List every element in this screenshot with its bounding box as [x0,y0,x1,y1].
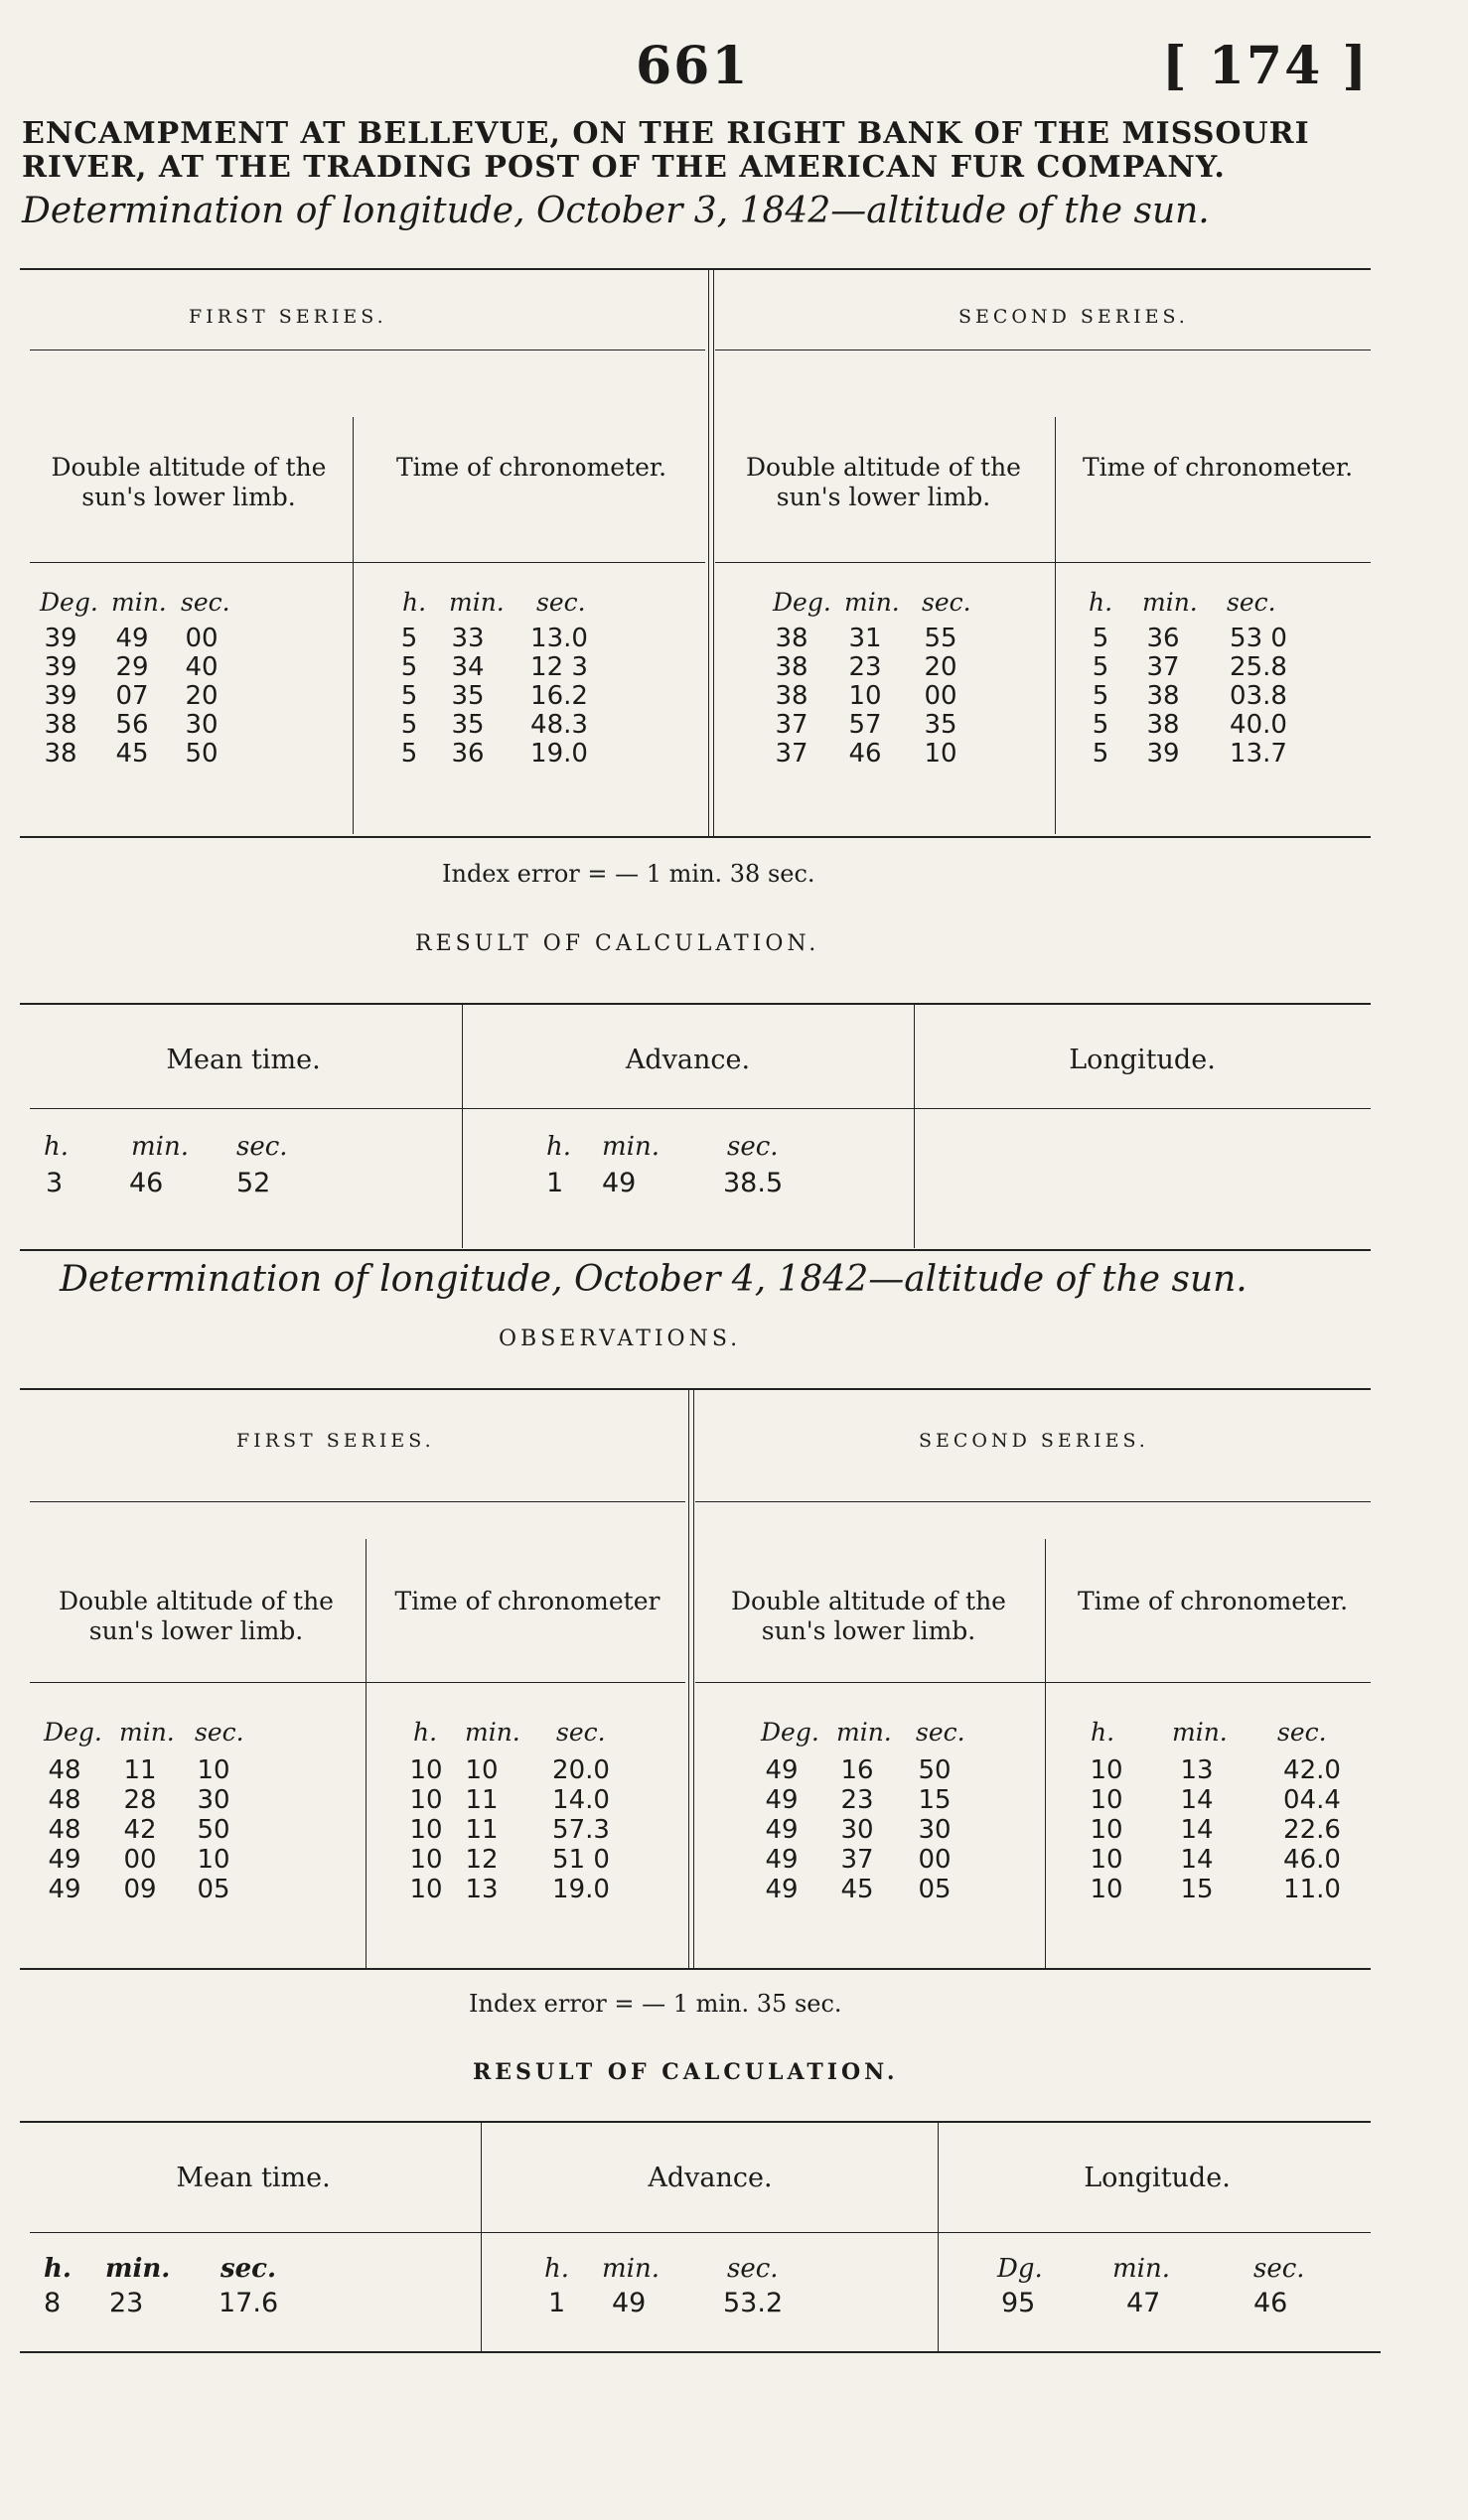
section2-units-row [0,1718,1468,1751]
unit-min: min. [465,1718,520,1747]
unit-min: min. [602,1132,660,1162]
table1-bottom-rule [20,836,1371,838]
table-cell: 10 [197,1845,230,1875]
unit-sec: sec. [1277,1718,1327,1747]
table-cell: 20.0 [552,1755,610,1785]
table-cell: 5 [1092,652,1109,682]
unit-sec: sec. [727,1132,779,1162]
table-cell: 5 [400,652,418,682]
table2-bottom-rule [20,1968,1371,1970]
unit-deg: Deg. [773,588,831,617]
section2-col-head-time1: Time of chronometer [394,1587,661,1615]
table-cell: 46.0 [1283,1845,1341,1875]
table-cell: 50 [197,1815,230,1845]
table-cell: 51 0 [552,1845,610,1875]
table-cell: 5 [1092,681,1109,711]
table-cell: 49 [48,1845,81,1875]
advance-min: 49 [612,2288,647,2318]
table-cell: 04.4 [1283,1785,1341,1815]
table-cell: 00 [918,1845,952,1875]
table-cell: 10 [409,1875,443,1904]
unit-min: min. [836,1718,892,1747]
unit-min: min. [111,588,167,617]
section2-observations-label: OBSERVATIONS. [499,1327,742,1351]
table-cell: 10 [1090,1845,1123,1875]
section1-result-heading: RESULT OF CALCULATION. [415,931,820,956]
table-cell: 53 0 [1230,624,1287,653]
table-cell: 36 [451,739,485,769]
table-cell: 05 [197,1875,230,1904]
table1-head-rule-right [715,562,1371,563]
table-row [0,710,1468,742]
table2-series-rule-left [30,1501,685,1502]
table-cell: 45 [840,1875,874,1904]
table-cell: 57 [848,710,882,740]
page-bracket-number: [ 174 ] [1162,36,1369,96]
table-cell: 10 [1090,1755,1123,1785]
longitude-min: 47 [1126,2288,1161,2318]
table-cell: 42 [123,1815,157,1845]
title-line-1: ENCAMPMENT AT BELLEVUE, ON THE RIGHT BANK OF THE MISSOURI [22,116,1310,151]
title-line-2: RIVER, AT THE TRADING POST OF THE AMERICAN FUR COMPANY. [22,150,1226,185]
table-cell: 22.6 [1283,1815,1341,1845]
table-cell: 46 [848,739,882,769]
table-cell: 16.2 [530,681,588,711]
unit-sec: sec. [236,1132,288,1162]
result1-col-rule-2 [914,1005,915,1248]
result1-values [0,1168,1468,1203]
table-cell: 5 [1092,739,1109,769]
table-cell: 25.8 [1230,652,1287,682]
table-cell: 30 [840,1815,874,1845]
table-cell: 45 [115,739,149,769]
section2-col-head-time2: Time of chronometer. [1077,1587,1349,1615]
advance-h: 1 [546,1168,564,1198]
table-row [0,652,1468,684]
table-cell: 49 [765,1785,799,1815]
table-row [0,624,1468,655]
unit-sec: sec. [922,588,971,617]
table-cell: 10 [409,1785,443,1815]
table-cell: 33 [451,624,485,653]
table-cell: 10 [924,739,957,769]
unit-deg: Dg. [997,2254,1043,2284]
result1-units [0,1132,1468,1166]
table-cell: 23 [848,652,882,682]
table-cell: 03.8 [1230,681,1287,711]
table-cell: 34 [451,652,485,682]
table-cell: 5 [400,739,418,769]
table-cell: 30 [197,1785,230,1815]
section2-result-heading: RESULT OF CALCULATION. [473,2059,899,2085]
table-cell: 56 [115,710,149,740]
table-cell: 11 [465,1815,499,1845]
result1-head-rule [30,1108,1371,1109]
table-cell: 14 [1180,1845,1214,1875]
unit-min: min. [1142,588,1198,617]
table-cell: 5 [1092,624,1109,653]
table-cell: 13 [465,1875,499,1904]
table-cell: 15 [1180,1875,1214,1904]
table-cell: 37 [775,739,808,769]
table-cell: 20 [924,652,957,682]
table-cell: 37 [775,710,808,740]
longitude-deg: 95 [1001,2288,1036,2318]
table-row [0,681,1468,713]
result1-col-rule-1 [462,1005,463,1248]
unit-sec: sec. [556,1718,606,1747]
advance-sec: 53.2 [723,2288,784,2318]
table-cell: 50 [918,1755,952,1785]
table-cell: 38 [44,710,77,740]
result2-bottom-rule [20,2351,1381,2353]
section2-index-error: Index error = — 1 min. 35 sec. [469,1990,842,2018]
table-cell: 10 [409,1845,443,1875]
section1-heading: Determination of longitude, October 3, 1842—altitude of the sun. [22,191,1210,231]
table-row [0,1875,1468,1906]
table-cell: 49 [765,1875,799,1904]
result2-head-longitude: Longitude. [1084,2163,1231,2193]
table-cell: 39 [44,624,77,653]
unit-min: min. [119,1718,175,1747]
unit-sec: sec. [536,588,586,617]
section1-second-series-label: SECOND SERIES. [958,306,1189,328]
mean-time-sec: 17.6 [219,2288,279,2318]
table-cell: 00 [185,624,219,653]
table2-top-rule [20,1388,1371,1390]
table-cell: 07 [115,681,149,711]
unit-h: h. [402,588,427,617]
section2-second-series-label: SECOND SERIES. [919,1430,1149,1452]
section1-col-head-time1: Time of chronometer. [395,453,667,482]
result1-bottom-rule [20,1249,1371,1251]
unit-min: min. [1172,1718,1228,1747]
table-cell: 28 [123,1785,157,1815]
table-cell: 49 [765,1755,799,1785]
unit-min: min. [449,588,505,617]
mean-time-min: 46 [129,1168,164,1198]
result2-values [0,2288,1468,2323]
table-cell: 5 [400,681,418,711]
advance-sec: 38.5 [723,1168,784,1198]
unit-sec: sec. [220,2254,277,2284]
section1-first-series-label: FIRST SERIES. [189,306,387,328]
table-cell: 36 [1146,624,1180,653]
table-cell: 16 [840,1755,874,1785]
table-cell: 35 [924,710,957,740]
unit-sec: sec. [1253,2254,1305,2284]
result2-head-advance: Advance. [648,2163,773,2193]
table-cell: 39 [1146,739,1180,769]
result1-head-mean: Mean time. [166,1045,321,1075]
result1-head-longitude: Longitude. [1069,1045,1216,1075]
mean-time-sec: 52 [236,1168,271,1198]
unit-min: min. [131,1132,189,1162]
result1-top-rule [20,1003,1371,1005]
table-cell: 13 [1180,1755,1214,1785]
unit-deg: Deg. [44,1718,102,1747]
unit-sec: sec. [181,588,230,617]
table-row [0,739,1468,770]
unit-h: h. [413,1718,438,1747]
unit-h: h. [546,1132,572,1162]
table-cell: 5 [400,624,418,653]
table-cell: 13.7 [1230,739,1287,769]
section1-units-row [0,588,1468,622]
mean-time-h: 8 [44,2288,62,2318]
table-cell: 12 [465,1845,499,1875]
table-cell: 50 [185,739,219,769]
unit-sec: sec. [916,1718,965,1747]
table-cell: 00 [123,1845,157,1875]
table-cell: 05 [918,1875,952,1904]
section2-col-head-alt2: Double altitude of the sun's lower limb. [731,1587,1006,1645]
unit-sec: sec. [1227,588,1276,617]
table-cell: 49 [115,624,149,653]
table-cell: 39 [44,652,77,682]
unit-deg: Deg. [761,1718,819,1747]
table-cell: 09 [123,1875,157,1904]
table-cell: 39 [44,681,77,711]
advance-min: 49 [602,1168,637,1198]
section1-col-head-alt1: Double altitude of the sun's lower limb. [51,453,327,511]
table-cell: 35 [451,681,485,711]
table-cell: 14 [1180,1815,1214,1845]
table-cell: 00 [924,681,957,711]
table-row [0,1845,1468,1877]
table2-head-rule-right [695,1682,1371,1683]
result2-top-rule [20,2121,1371,2123]
table-cell: 49 [48,1875,81,1904]
table-cell: 19.0 [530,739,588,769]
table-cell: 31 [848,624,882,653]
table-cell: 12 3 [530,652,588,682]
unit-h: h. [44,1132,70,1162]
section2-col-head-alt1: Double altitude of the sun's lower limb. [59,1587,334,1645]
table-row [0,1755,1468,1787]
table-cell: 38 [1146,710,1180,740]
section1-col-head-alt2: Double altitude of the sun's lower limb. [746,453,1021,511]
unit-h: h. [1091,1718,1115,1747]
unit-h: h. [44,2254,72,2284]
table1-head-rule-left [30,562,705,563]
result2-units [0,2254,1468,2288]
table-cell: 40 [185,652,219,682]
table-row [0,1815,1468,1847]
table-cell: 14 [1180,1785,1214,1815]
table-cell: 42.0 [1283,1755,1341,1785]
table2-series-rule-right [695,1501,1371,1502]
table-cell: 48 [48,1755,81,1785]
result2-head-mean: Mean time. [176,2163,331,2193]
unit-deg: Deg. [40,588,98,617]
table-cell: 10 [1090,1785,1123,1815]
section2-first-series-label: FIRST SERIES. [236,1430,435,1452]
table-cell: 30 [918,1815,952,1845]
table-cell: 19.0 [552,1875,610,1904]
table-cell: 11 [123,1755,157,1785]
table1-top-rule [20,268,1371,270]
table2-head-rule-left [30,1682,685,1683]
table-cell: 49 [765,1815,799,1845]
table-cell: 14.0 [552,1785,610,1815]
table-cell: 38 [775,624,808,653]
table-cell: 11 [465,1785,499,1815]
result1-head-advance: Advance. [625,1045,751,1075]
section1-col-head-time2: Time of chronometer. [1082,453,1354,482]
table-cell: 48.3 [530,710,588,740]
table-cell: 10 [1090,1875,1123,1904]
table-cell: 55 [924,624,957,653]
section2-heading: Determination of longitude, October 4, 1842—altitude of the sun. [60,1259,1248,1300]
table-cell: 48 [48,1785,81,1815]
table-cell: 37 [1146,652,1180,682]
table-cell: 13.0 [530,624,588,653]
unit-min: min. [105,2254,171,2284]
unit-sec: sec. [195,1718,244,1747]
table-cell: 38 [775,652,808,682]
table-cell: 15 [918,1785,952,1815]
table-cell: 29 [115,652,149,682]
table-cell: 5 [400,710,418,740]
table-cell: 40.0 [1230,710,1287,740]
table-cell: 37 [840,1845,874,1875]
table-row [0,1785,1468,1817]
table-cell: 35 [451,710,485,740]
table-cell: 23 [840,1785,874,1815]
unit-min: min. [844,588,900,617]
table-cell: 20 [185,681,219,711]
mean-time-min: 23 [109,2288,144,2318]
table-cell: 57.3 [552,1815,610,1845]
table-cell: 10 [409,1755,443,1785]
table-cell: 49 [765,1845,799,1875]
table-cell: 10 [465,1755,499,1785]
section1-index-error: Index error = — 1 min. 38 sec. [442,860,815,888]
table-cell: 48 [48,1815,81,1845]
table-cell: 11.0 [1283,1875,1341,1904]
advance-h: 1 [548,2288,566,2318]
page-number: 661 [636,36,750,96]
unit-sec: sec. [727,2254,779,2284]
table-cell: 10 [409,1815,443,1845]
mean-time-h: 3 [46,1168,64,1198]
table-cell: 10 [197,1755,230,1785]
unit-min: min. [1112,2254,1170,2284]
unit-h: h. [544,2254,570,2284]
table-cell: 30 [185,710,219,740]
table-cell: 10 [1090,1815,1123,1845]
result2-head-rule [30,2232,1371,2233]
table-cell: 38 [1146,681,1180,711]
table-cell: 10 [848,681,882,711]
unit-min: min. [602,2254,660,2284]
table-cell: 5 [1092,710,1109,740]
table-cell: 38 [775,681,808,711]
longitude-sec: 46 [1253,2288,1288,2318]
unit-h: h. [1089,588,1113,617]
table-cell: 38 [44,739,77,769]
